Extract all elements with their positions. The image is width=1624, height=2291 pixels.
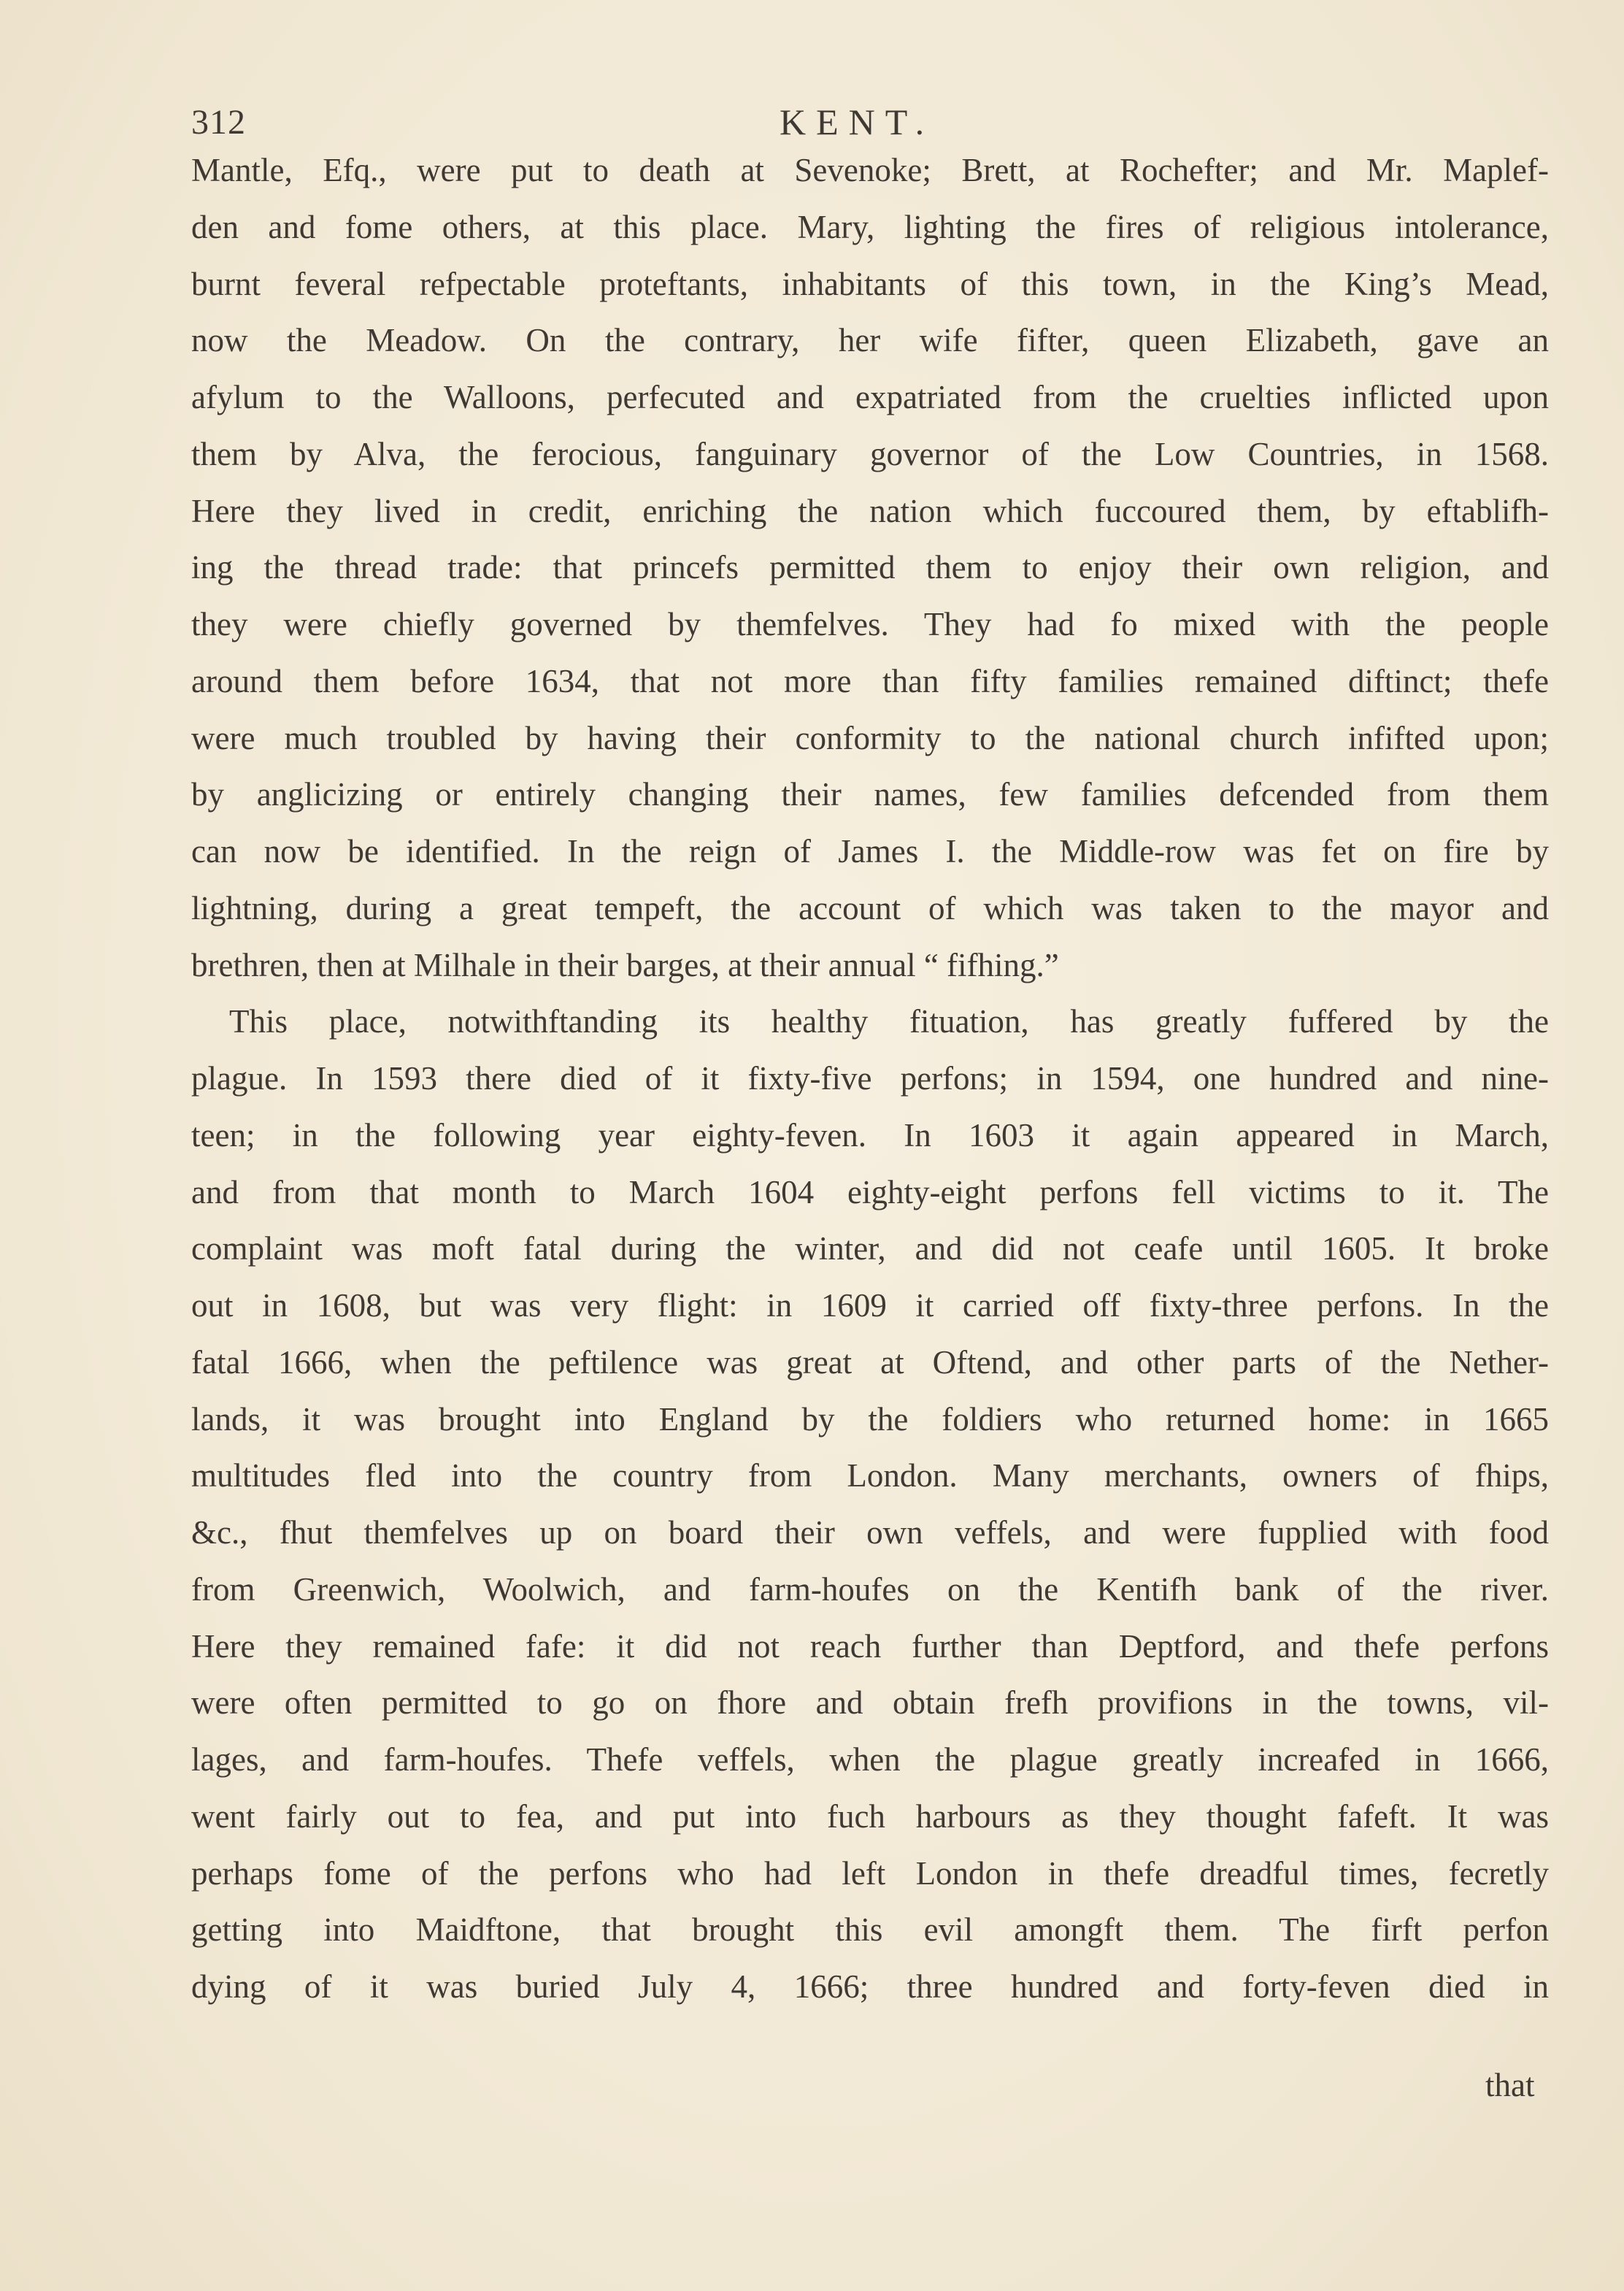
text-line: den and fome others, at this place. Mary, lighting the fires of religious intolerance, xyxy=(191,208,1549,245)
page-number: 312 xyxy=(191,103,246,142)
text-line: complaint was moft fatal during the winter, and did not ceafe until 1605. It broke xyxy=(191,1230,1549,1267)
text-line: went fairly out to fea, and put into fuch harbours as they thought fafeft. It was xyxy=(191,1797,1549,1835)
text-line: they were chiefly governed by themfelves. They had fo mixed with the people xyxy=(191,606,1549,642)
text-line: Mantle, Efq., were put to death at Sevenoke; Brett, at Rochefter; and Mr. Maplef- xyxy=(191,152,1549,188)
text-line: plague. In 1593 there died of it fixty-five perfons; in 1594, one hundred and nine- xyxy=(191,1060,1549,1097)
text-line: lages, and farm-houfes. Thefe veffels, when the plague greatly increafed in 1666, xyxy=(191,1741,1549,1778)
text-line: were much troubled by having their conformity to the national church infifted upon; xyxy=(191,719,1549,756)
text-line: Here they remained fafe: it did not reach further than Deptford, and thefe perfons xyxy=(191,1627,1549,1665)
catchword: that xyxy=(1485,2067,1535,2103)
text-line: and from that month to March 1604 eighty-eight perfons fell victims to it. The xyxy=(191,1173,1549,1210)
text-line: This place, notwithftanding its healthy fituation, has greatly fuffered by the xyxy=(229,1003,1549,1040)
text-line: perhaps fome of the perfons who had left London in thefe dreadful times, fecretly xyxy=(191,1854,1549,1892)
text-line: dying of it was buried July 4, 1666; three hundred and forty-feven died in xyxy=(191,1968,1549,2005)
text-line: lands, it was brought into England by the foldiers who returned home: in 1665 xyxy=(191,1400,1549,1438)
text-line: out in 1608, but was very flight: in 1609 it carried off fixty-three perfons. In the xyxy=(191,1287,1549,1324)
text-line: can now be identified. In the reign of James I. the Middle-row was fet on fire by xyxy=(191,833,1549,870)
paragraph-1 xyxy=(191,142,1549,994)
text-line: from Greenwich, Woolwich, and farm-houfes on the Kentifh bank of the river. xyxy=(191,1570,1549,1608)
text-line: around them before 1634, that not more than fifty families remained diftinct; thefe xyxy=(191,662,1549,699)
text-line: getting into Maidftone, that brought this evil amongft them. The firft perfon xyxy=(191,1911,1549,1949)
text-line: were often permitted to go on fhore and obtain frefh provifions in the towns, vil- xyxy=(191,1684,1549,1722)
text-line: afylum to the Walloons, perfecuted and expatriated from the cruelties inflicted upon xyxy=(191,379,1549,415)
text-line: teen; in the following year eighty-feven. In 1603 it again appeared in March, xyxy=(191,1116,1549,1154)
text-line: them by Alva, the ferocious, fanguinary governor of the Low Countries, in 1568. xyxy=(191,435,1549,472)
text-line: brethren, then at Milhale in their barges, at their annual “ fifhing.” xyxy=(191,946,1059,983)
text-line: &c., fhut themfelves up on board their own veffels, and were fupplied with food xyxy=(191,1514,1549,1551)
text-line: burnt feveral refpectable proteftants, inhabitants of this town, in the King’s Mead, xyxy=(191,265,1549,302)
text-line: by anglicizing or entirely changing their names, few families defcended from them xyxy=(191,776,1549,813)
body-text xyxy=(191,142,1549,2016)
text-line: lightning, during a great tempeft, the account of which was taken to the mayor and xyxy=(191,889,1549,926)
text-line: ing the thread trade: that princefs permitted them to enjoy their own religion, and xyxy=(191,549,1549,586)
text-line: fatal 1666, when the peftilence was great at Oftend, and other parts of the Nether- xyxy=(191,1343,1549,1381)
text-line: Here they lived in credit, enriching the nation which fuccoured them, by eftablifh- xyxy=(191,492,1549,529)
text-line: multitudes fled into the country from London. Many merchants, owners of fhips, xyxy=(191,1457,1549,1494)
paragraph-2 xyxy=(191,994,1549,2016)
text-line: now the Meadow. On the contrary, her wife fifter, queen Elizabeth, gave an xyxy=(191,322,1549,359)
running-title: KENT. xyxy=(780,101,935,142)
